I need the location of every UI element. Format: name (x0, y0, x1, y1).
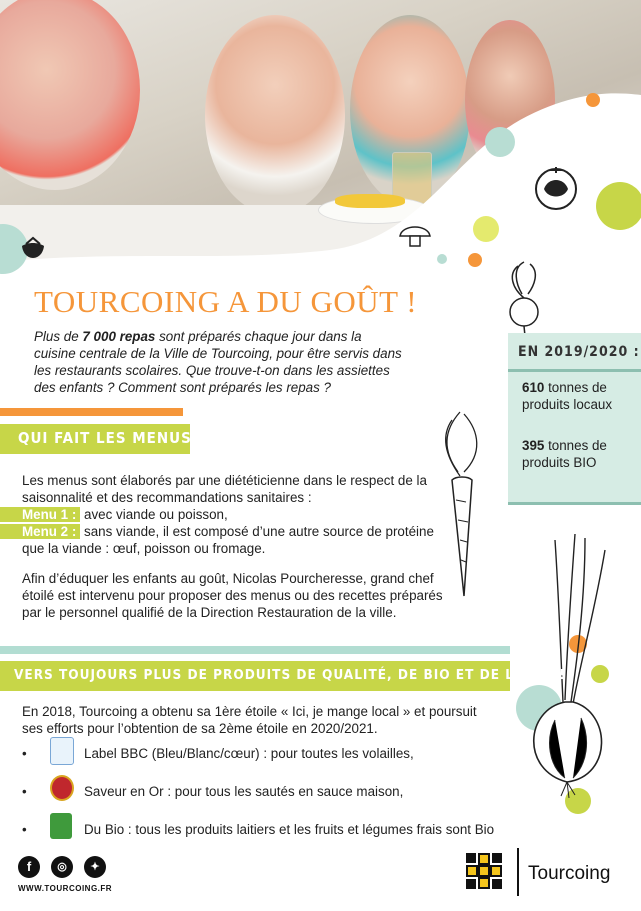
deco-dot (468, 253, 482, 267)
stat-bio-label: tonnes de produits BIO (522, 438, 607, 470)
bullet-icon: • (22, 784, 27, 799)
menu-1-tag: Menu 1 : (0, 507, 80, 522)
brand-separator (517, 848, 519, 896)
tourcoing-logo-icon (466, 853, 502, 889)
facebook-icon[interactable]: f (18, 856, 40, 878)
stat-local-label: tonnes de produits locaux (522, 380, 613, 412)
section-band-quality (0, 661, 566, 691)
stat-bio (522, 437, 637, 471)
brand-name: Tourcoing (528, 863, 611, 884)
website-link[interactable]: WWW.TOURCOING.FR (18, 884, 113, 893)
orange-divider (0, 408, 183, 416)
menu-2-line (22, 523, 452, 557)
deco-dot (586, 93, 600, 107)
section-heading-menus: QUI FAIT LES MENUS ? (18, 429, 207, 447)
deco-dot (473, 216, 499, 242)
tomato-illustration-icon (532, 163, 580, 211)
saveur-en-or-icon (50, 775, 74, 801)
beetroot-illustration-icon (494, 258, 554, 338)
deco-dot (437, 254, 447, 264)
bullet-text: Saveur en Or : pour tous les sautés en sauce maison, (84, 784, 404, 799)
twitter-icon[interactable]: ✦ (84, 856, 106, 878)
section-heading-quality: VERS TOUJOURS PLUS DE PRODUITS DE QUALITÉ, DE BIO ET DE LOCAL ! (14, 667, 566, 683)
onion-illustration-icon (515, 530, 625, 800)
menu-2-tag: Menu 2 : (0, 524, 80, 539)
list-item (22, 821, 522, 851)
ab-bio-icon (50, 813, 72, 839)
bbc-label-icon (50, 737, 74, 765)
page-title: TOURCOING A DU GOÛT ! (34, 284, 418, 319)
quality-text: En 2018, Tourcoing a obtenu sa 1ère étoile « Ici, je mange local » et poursuit ses efforts pour l’obtention de sa 2ème étoile en 2020/2021. (22, 704, 477, 736)
intro-paragraph (34, 328, 404, 396)
chef-paragraph (22, 570, 452, 621)
bullet-text: Du Bio : tous les produits laitiers et les fruits et légumes frais sont Bio (84, 822, 495, 837)
deco-dot (596, 182, 641, 230)
stat-local (522, 379, 637, 413)
intro-text-start: Plus de (34, 329, 83, 344)
teal-divider (0, 646, 510, 654)
instagram-icon[interactable]: ◎ (51, 856, 73, 878)
bullet-icon: • (22, 746, 27, 761)
menu-2-text: sans viande, il est composé d’une autre source de protéine que la viande : œuf, poisson ou fromage. (22, 524, 434, 556)
stats-box (508, 333, 641, 505)
menu-1-text: avec viande ou poisson, (80, 507, 228, 522)
menus-paragraph (22, 472, 452, 506)
stats-heading: EN 2019/2020 : (518, 344, 640, 360)
quality-paragraph (22, 703, 492, 737)
menus-text: Les menus sont élaborés par une diététicienne dans le respect de la saisonnalité et des recommandations sanitaires : (22, 473, 427, 505)
bullet-icon: • (22, 822, 27, 837)
stat-bio-value: 395 (522, 438, 545, 453)
stats-divider (508, 369, 641, 372)
menu-1-line (22, 506, 452, 523)
section-band-menus (0, 424, 207, 454)
stat-local-value: 610 (522, 380, 545, 395)
mushroom-illustration-icon (398, 222, 432, 248)
strawberry-illustration-icon (18, 236, 48, 266)
intro-highlight: 7 000 repas (82, 329, 156, 344)
intro-text-end: sont préparés chaque jour dans la cuisine centrale de la Ville de Tourcoing, pour être servis dans les restaurants scolaires. Que trouve-t-on dans les assiettes des enfants ? Comment sont préparés les repas ? (34, 329, 402, 395)
list-item (22, 783, 522, 813)
list-item (22, 745, 522, 775)
deco-dot (485, 127, 515, 157)
stats-bottom-line (508, 502, 641, 505)
bullet-text: Label BBC (Bleu/Blanc/cœur) : pour toutes les volailles, (84, 746, 414, 761)
chef-text: Afin d’éduquer les enfants au goût, Nicolas Pourcheresse, grand chef étoilé est intervenu pour proposer des menus ou des recettes préparés par le personnel qualifié de la Direction Restauration de la ville. (22, 571, 443, 620)
